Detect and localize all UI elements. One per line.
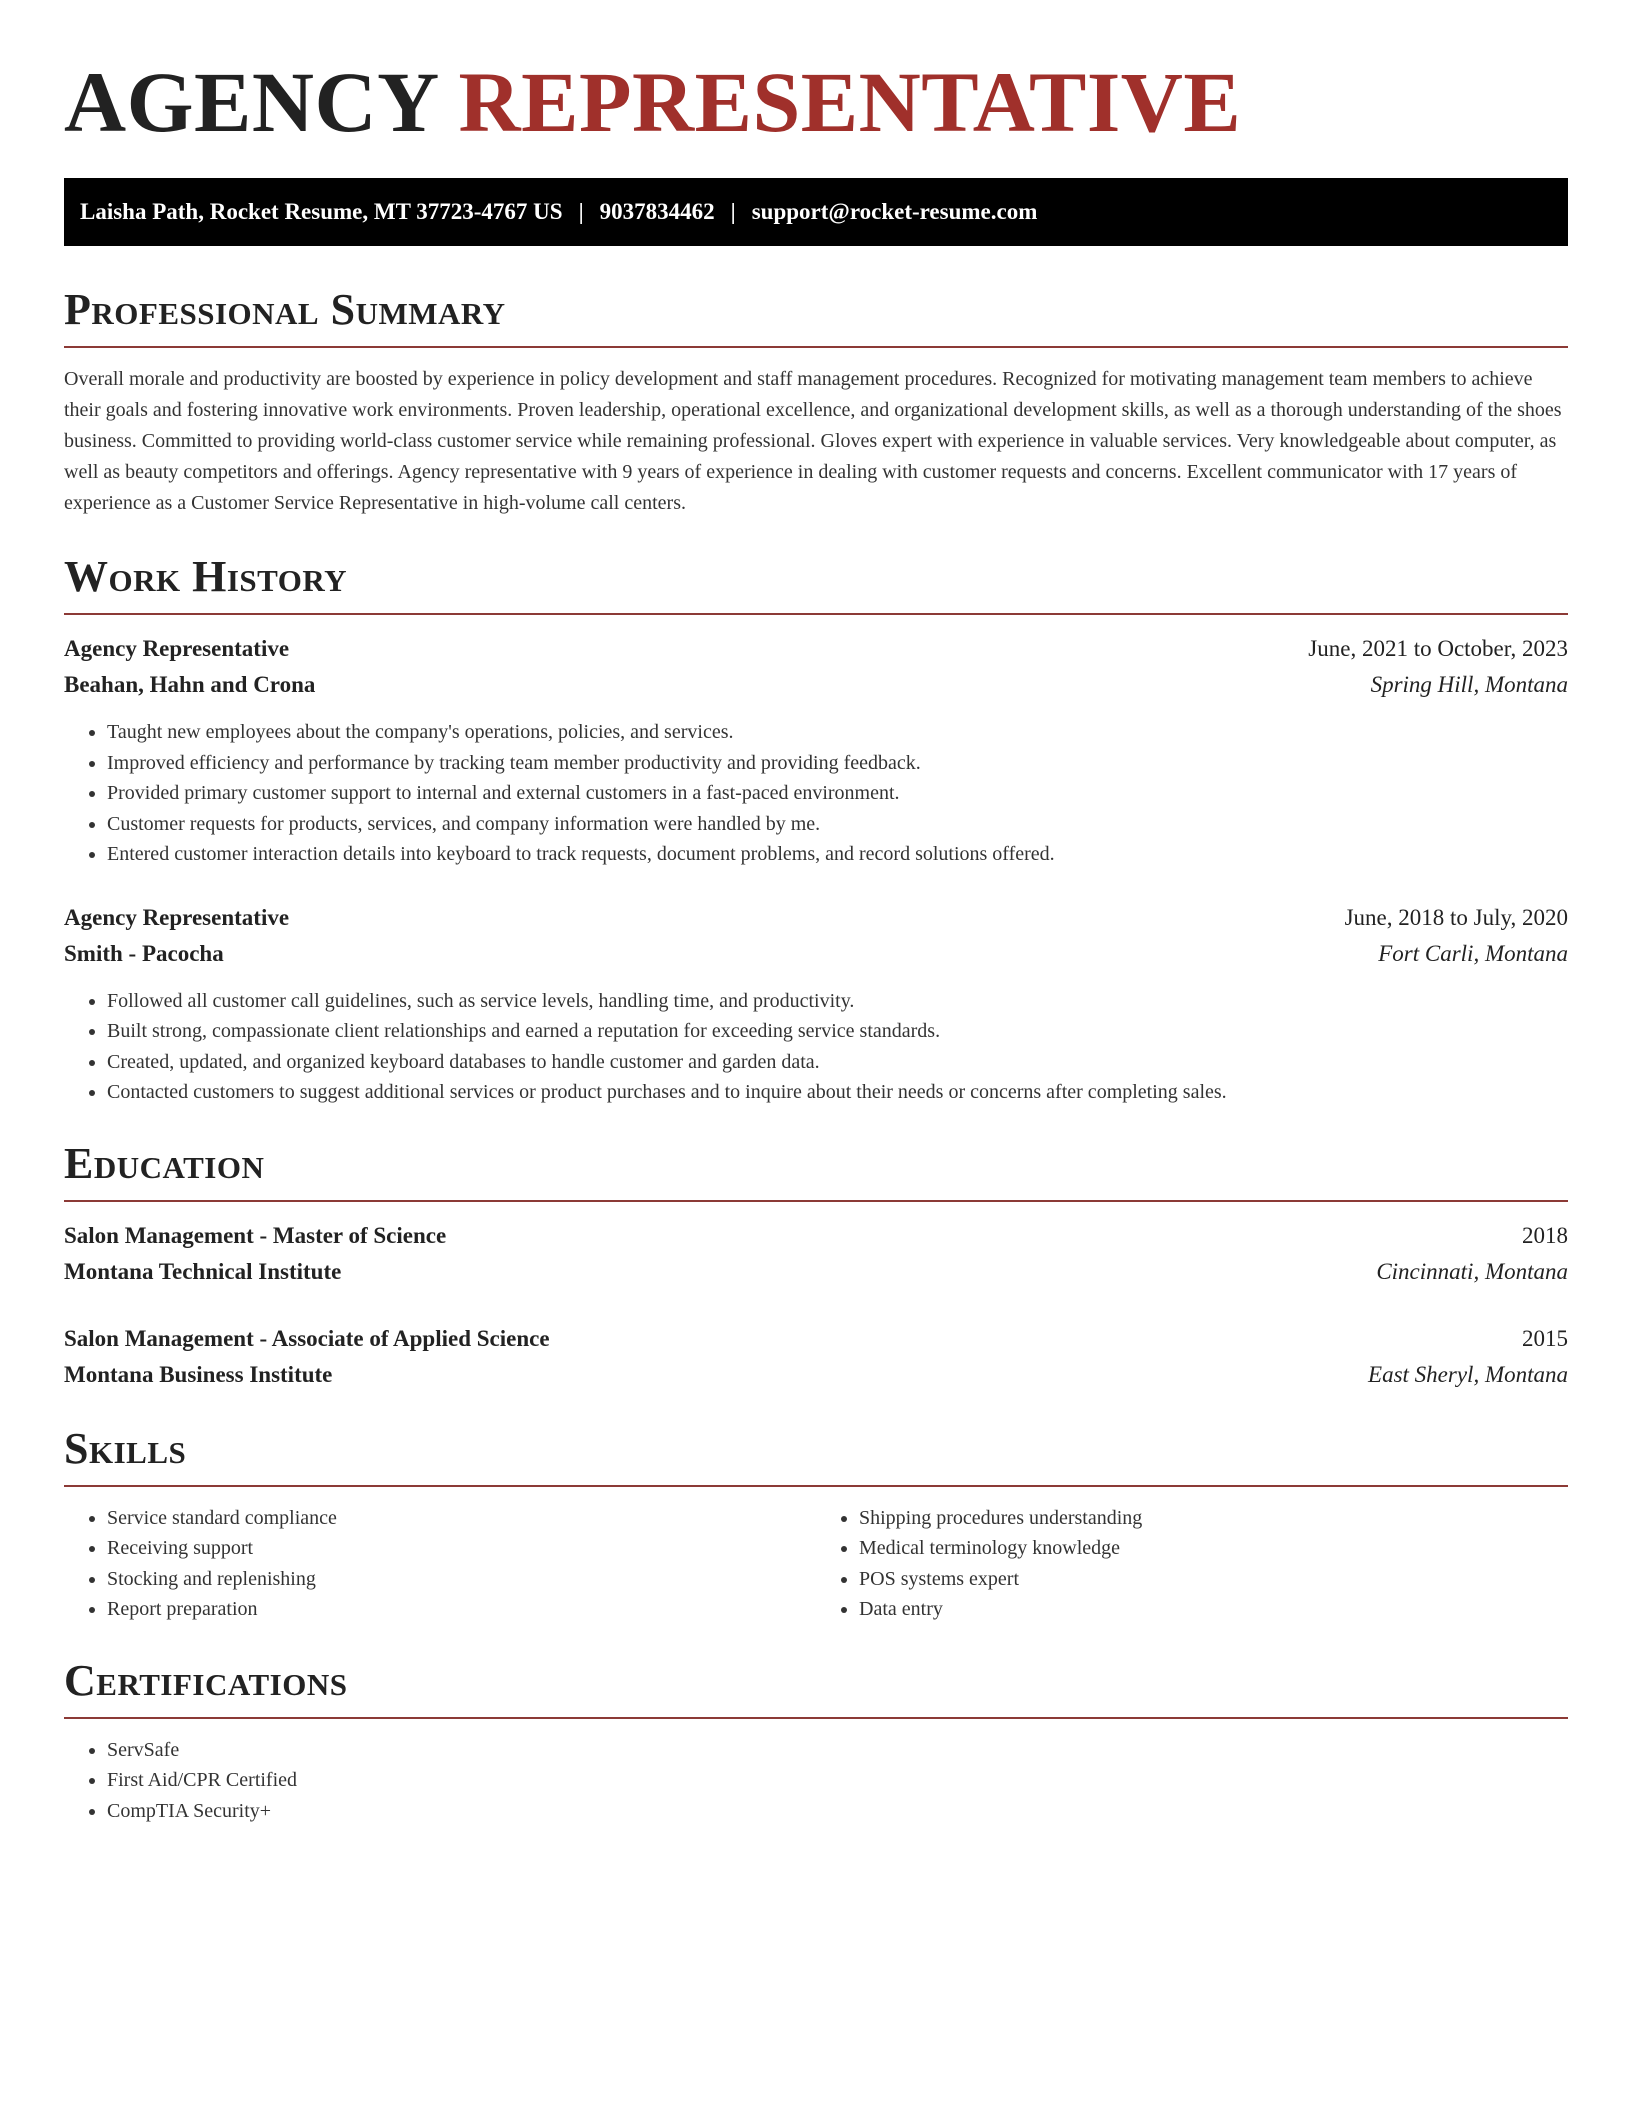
skill-item: • Stocking and replenishing <box>107 1564 816 1595</box>
resume-title <box>64 52 1568 152</box>
skill-item: • POS systems expert <box>859 1564 1568 1595</box>
section-heading-work-history: Work History <box>64 552 348 601</box>
section-heading-certifications: Certifications <box>64 1655 348 1705</box>
skill-item: • Report preparation <box>107 1594 816 1625</box>
job-entry <box>64 631 1568 870</box>
education-degree-row <box>64 1321 1568 1357</box>
job-company: Smith - Pacocha <box>64 940 224 966</box>
job-title: Agency Representative <box>64 636 290 661</box>
job-bullet: • Built strong, compassionate client relationships and earned a reputation for exceeding service standards. <box>107 1016 1568 1047</box>
education-year: 2015 <box>1522 1325 1568 1351</box>
education-degree: Salon Management - Associate of Applied Science <box>64 1325 550 1351</box>
education-degree: Salon Management - Master of Science <box>64 1222 447 1248</box>
skills-list <box>816 1503 1568 1625</box>
job-company-row <box>64 667 1568 703</box>
education-location: East Sheryl, Montana <box>1368 1361 1568 1387</box>
section-divider <box>64 346 1568 348</box>
job-bullet: • Created, updated, and organized keyboard databases to handle customer and garden data. <box>107 1047 1568 1078</box>
section-heading-summary: Professional Summary <box>64 285 506 334</box>
section-heading-education: Education <box>64 1138 265 1188</box>
skill-item: • Data entry <box>859 1594 1568 1625</box>
job-bullet: • Provided primary customer support to internal and external customers in a fast-paced environment. <box>107 778 1568 809</box>
skill-item: • Receiving support <box>107 1533 816 1564</box>
job-bullet: • Customer requests for products, services, and company information were handled by me. <box>107 809 1568 840</box>
job-entry <box>64 900 1568 1108</box>
certification-item: • ServSafe <box>107 1735 1568 1766</box>
title-second-word: REPRESENTATIVE <box>458 54 1242 150</box>
skills-column-right <box>816 1503 1568 1625</box>
job-bullet: • Improved efficiency and performance by tracking team member productivity and providing feedback. <box>107 748 1568 779</box>
skills-column-left <box>64 1503 816 1625</box>
job-bullet: • Followed all customer call guidelines, such as service levels, handling time, and productivity. <box>107 986 1568 1017</box>
job-dates: June, 2018 to July, 2020 <box>1344 904 1568 930</box>
certifications-list <box>64 1735 1568 1827</box>
education-school-row <box>64 1357 1568 1393</box>
skills-list <box>64 1503 816 1625</box>
section-divider <box>64 1485 1568 1487</box>
job-company: Beahan, Hahn and Crona <box>64 672 316 697</box>
skills-section <box>64 1423 1568 1625</box>
education-degree-row <box>64 1218 1568 1254</box>
job-location: Spring Hill, Montana <box>1370 672 1568 697</box>
job-title: Agency Representative <box>64 904 290 930</box>
skill-item: • Service standard compliance <box>107 1503 816 1534</box>
contact-address: Laisha Path, Rocket Resume, MT 37723-4767 US <box>80 199 563 224</box>
contact-separator: | <box>578 199 584 224</box>
job-location: Fort Carli, Montana <box>1378 940 1568 966</box>
section-divider <box>64 1717 1568 1719</box>
skills-columns <box>64 1503 1568 1625</box>
job-bullet: • Taught new employees about the company's operations, policies, and services. <box>107 717 1568 748</box>
contact-phone: 9037834462 <box>599 199 715 224</box>
skill-item: • Shipping procedures understanding <box>859 1503 1568 1534</box>
job-header-row <box>64 631 1568 667</box>
job-bullet: • Entered customer interaction details into keyboard to track requests, document problems, and record solutions offered. <box>107 839 1568 870</box>
certifications-section <box>64 1655 1568 1827</box>
certification-item: • CompTIA Security+ <box>107 1796 1568 1827</box>
education-school: Montana Business Institute <box>64 1361 333 1387</box>
summary-section <box>64 284 1568 519</box>
summary-text: Overall morale and productivity are boosted by experience in policy development and staff management procedures. Recognized for motivating management team members to achieve their goals and fostering innovative work environments. Proven leadership, operational excellence, and organizational development skills, as well as a thorough understanding of the shoes business. Committed to providing world-class customer service while remaining professional. Gloves expert with experience in valuable services. Very knowledgeable about computer, as well as beauty competitors and offerings. Agency representative with 9 years of experience in dealing with customer requests and concerns. Excellent communicator with 17 years of experience as a Customer Service Representative in high-volume call centers. <box>64 368 1562 514</box>
section-heading-skills: Skills <box>64 1423 187 1473</box>
education-school: Montana Technical Institute <box>64 1258 342 1284</box>
job-dates: June, 2021 to October, 2023 <box>1308 636 1568 661</box>
job-company-row <box>64 936 1568 972</box>
job-bullets <box>64 717 1568 870</box>
job-bullets <box>64 986 1568 1108</box>
certification-item: • First Aid/CPR Certified <box>107 1765 1568 1796</box>
contact-bar <box>64 178 1568 246</box>
skill-item: • Medical terminology knowledge <box>859 1533 1568 1564</box>
education-section <box>64 1138 1568 1393</box>
work-history-section <box>64 551 1568 1108</box>
education-entry <box>64 1218 1568 1290</box>
section-divider <box>64 1200 1568 1202</box>
contact-email: support@rocket-resume.com <box>751 199 1038 224</box>
education-entry <box>64 1321 1568 1393</box>
job-bullet: • Contacted customers to suggest additional services or product purchases and to inquire about their needs or concerns after completing sales. <box>107 1077 1568 1108</box>
title-first-word: AGENCY <box>64 54 437 150</box>
education-location: Cincinnati, Montana <box>1376 1258 1568 1284</box>
job-header-row <box>64 900 1568 936</box>
contact-separator: | <box>730 199 736 224</box>
education-school-row <box>64 1254 1568 1290</box>
section-divider <box>64 613 1568 615</box>
education-year: 2018 <box>1522 1222 1568 1248</box>
